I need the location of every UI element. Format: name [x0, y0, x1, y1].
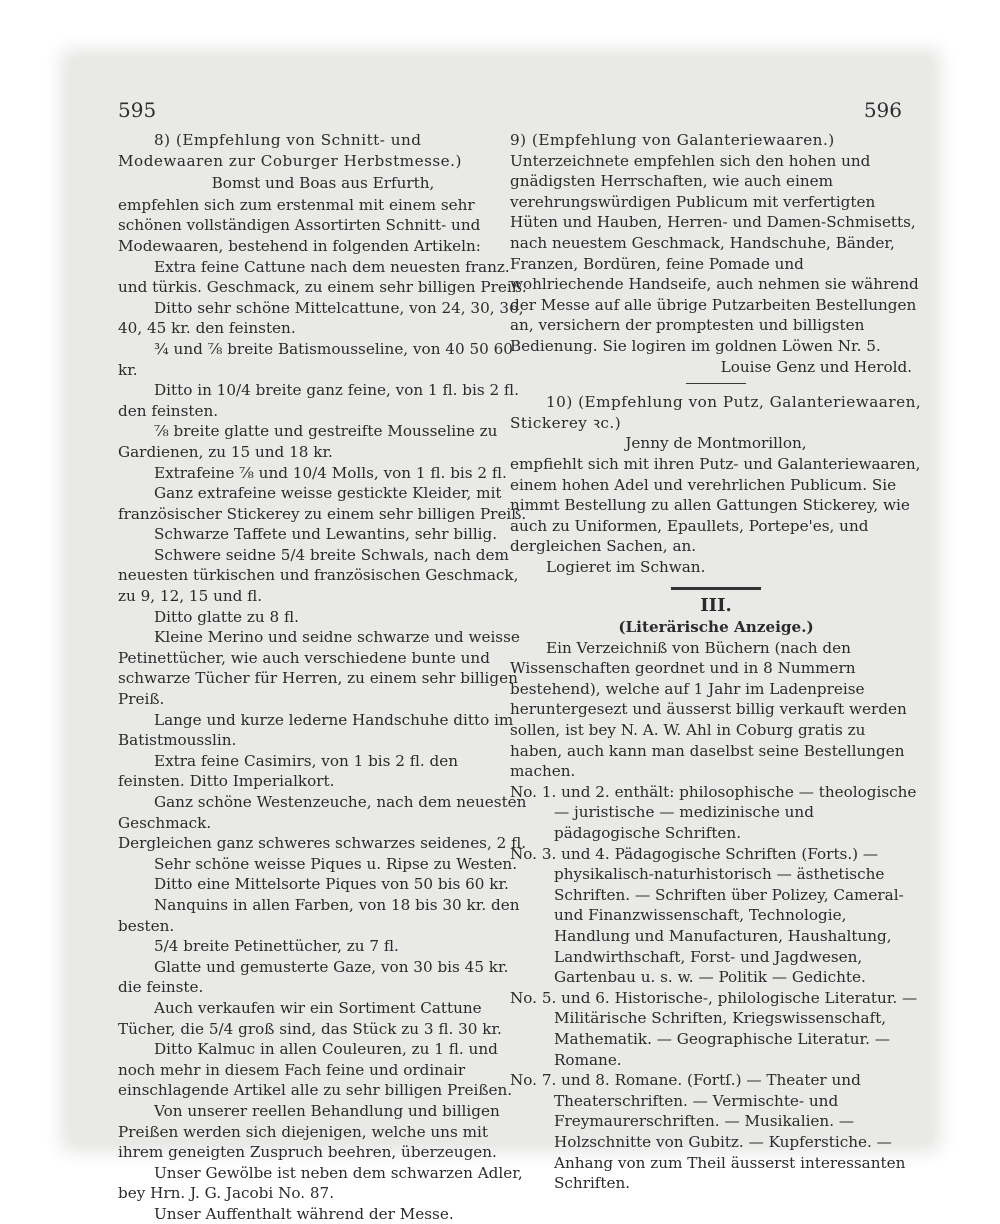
notice-10-closing: Logieret im Schwan. — [546, 557, 706, 576]
notice-9-signature: Louise Genz und Herold. — [720, 357, 912, 376]
list-item: No. 7. und 8. Romane. (Fortſ.) — Theater und Theaterschriften. — Vermischte- und Freymaurerschriften. — Musikalien. — Holzschnitte von Gubitz. — Kupferstiche. — Anhang von zum Theil äusserst interessanten Schriften. — [510, 1071, 906, 1193]
notice-8-merchant: Bomst und Boas aus Erfurth, — [211, 174, 435, 193]
paragraph: Ditto glatte zu 8 fl. — [154, 607, 299, 626]
paragraph: Von unserer reellen Behandlung und billigen Preißen werden sich diejenigen, welche uns mit ihrem geneigten Zuspruch beehren, überzeugen. — [118, 1101, 500, 1162]
paragraph: Extrafeine ⅞ und 10/4 Molls, von 1 fl. bis 2 fl. — [154, 463, 507, 482]
paragraph: Kleine Merino und seidne schwarze und weisse Petinettücher, wie auch verschiedene bunte und schwarze Tücher für Herren, zu einem sehr billigen Preiß. — [118, 628, 520, 709]
notice-8-heading-line1: 8) (Empfehlung von Schnitt- und — [154, 131, 422, 149]
paragraph: Unser Gewölbe ist neben dem schwarzen Adler, bey Hrn. J. G. Jacobi No. 87. — [118, 1163, 523, 1203]
paragraph: Schwere seidne 5/4 breite Schwals, nach dem neuesten türkischen und französischen Geschmack, zu 9, 12, 15 und fl. — [118, 545, 519, 606]
paragraph: Ditto Kalmuc in allen Couleuren, zu 1 fl. und noch mehr in diesem Fach feine und ordinair einschlagende Artikel alle zu sehr billigen Preißen. — [118, 1040, 513, 1100]
notice-10-merchant: Jenny de Montmorillon, — [625, 434, 807, 453]
divider — [686, 383, 746, 384]
paragraph: Dergleichen ganz schweres schwarzes seidenes, 2 fl. — [118, 834, 527, 853]
section-title: (Literärische Anzeige.) — [618, 618, 814, 637]
paragraph: ⅞ breite glatte und gestreifte Mousseline zu Gardienen, zu 15 und 18 kr. — [118, 422, 498, 461]
page-number-right: 596 — [863, 98, 902, 122]
paragraph: Ditto sehr schöne Mittelcattune, von 24, 30, 36, 40, 45 kr. den feinsten. — [118, 298, 524, 338]
notice-10-heading: 10) (Empfehlung von Putz, Galanteriewaaren, Stickerey ꝛc.) — [510, 393, 922, 432]
paragraph: Sehr schöne weisse Piques u. Ripse zu Westen. — [154, 854, 518, 873]
paragraph: Nanquins in allen Farben, von 18 bis 30 kr. den besten. — [118, 895, 520, 935]
right-column — [510, 130, 922, 1194]
paragraph: Unser Auffenthalt während der Messe. — [154, 1204, 454, 1223]
paragraph: Ditto in 10/4 breite ganz feine, von 1 fl. bis 2 fl. den feinsten. — [118, 381, 519, 420]
paragraph: Auch verkaufen wir ein Sortiment Cattune Tücher, die 5/4 groß sind, das Stück zu 3 fl. 30 kr. — [118, 998, 502, 1038]
left-column — [118, 130, 528, 1224]
notice-8-heading-line2: Modewaaren zur Coburger Herbstmesse.) — [118, 151, 462, 170]
paragraph: Ganz schöne Westenzeuche, nach dem neuesten Geschmack. — [118, 793, 527, 832]
paragraph: Extra feine Cattune nach dem neuesten franz. und türkis. Geschmack, zu einem sehr billigen Preiß. — [118, 257, 527, 297]
list-item: No. 5. und 6. Historische-, philologische Literatur. — Militärische Schriften, Kriegswissenschaft, Mathematik. — Geographische Literatur. — Romane. — [510, 988, 918, 1069]
list-item: No. 1. und 2. enthält: philosophische — theologische — juristische — medizinische und pädagogische Schriften. — [510, 782, 917, 842]
notice-10-text: empfiehlt sich mit ihren Putz- und Galanteriewaaren, einem hohen Adel und verehrlichen Publicum. Sie nimmt Bestellung zu allen Gattungen Stickerey, wie auch zu Uniformen, Epaullets, Portepe'es, und dergleichen Sachen, an. — [510, 454, 921, 556]
literary-intro: Ein Verzeichniß von Büchern (nach den Wissenschaften geordnet und in 8 Nummern bestehend), welche auf 1 Jahr im Ladenpreise heruntergesezt und äusserst billig verkauft werden sollen, ist bey N. A. W. Ahl in Coburg gratis zu haben, auch kann man daselbst seine Bestellungen machen. — [510, 638, 907, 781]
newspaper-page — [70, 58, 932, 1223]
paragraph: empfehlen sich zum erstenmal mit einem sehr schönen vollständigen Assortirten Schnitt- und Modewaaren, bestehend in folgenden Artikeln: — [118, 195, 481, 255]
list-item: No. 3. und 4. Pädagogische Schriften (Forts.) — physikalisch-naturhistorisch — ästhetische Schriften. — Schriften über Polizey, Cameral- und Finanzwissenschaft, Technologie, Handlung und Manufacturen, Haushaltung, Landwirthschaft, Forst- und Jagdwesen, Gartenbau u. s. w. — Politik — Gedichte. — [510, 844, 904, 987]
paragraph: Lange und kurze lederne Handschuhe ditto im Batistmousslin. — [118, 710, 514, 750]
page-number-left: 595 — [118, 98, 157, 122]
notice-9-text: Unterzeichnete empfehlen sich den hohen und gnädigsten Herrschaften, wie auch einem verehrungswürdigen Publicum mit verfertigten Hüten und Hauben, Herren- und Damen-Schmisetts, nach neuestem Geschmack, Handschuhe, Bänder, Franzen, Bordüren, feine Pomade und wohlriechende Handseife, auch nehmen sie während der Messe auf alle übrige Putzarbeiten Bestellungen an, versichern der promptesten und billigsten Bedienung. Sie logiren im goldnen Löwen Nr. 5. — [510, 151, 919, 355]
paragraph: Ganz extrafeine weisse gestickte Kleider, mit französischer Stickerey zu einem sehr billigen Preiß. — [118, 484, 527, 523]
section-number: III. — [700, 595, 732, 617]
section-divider — [671, 587, 761, 590]
paragraph: Ditto eine Mittelsorte Piques von 50 bis 60 kr. — [154, 875, 509, 894]
notice-9-heading: 9) (Empfehlung von Galanteriewaaren.) — [510, 131, 835, 149]
paragraph: 5/4 breite Petinettücher, zu 7 fl. — [154, 937, 399, 956]
paragraph: ¾ und ⅞ breite Batismousseline, von 40 50 60 kr. — [118, 339, 513, 379]
paragraph: Extra feine Casimirs, von 1 bis 2 fl. den feinsten. Ditto Imperialkort. — [118, 751, 459, 791]
paragraph: Schwarze Taffete und Lewantins, sehr billig. — [154, 525, 498, 544]
paragraph: Glatte und gemusterte Gaze, von 30 bis 45 kr. die feinste. — [118, 957, 509, 997]
